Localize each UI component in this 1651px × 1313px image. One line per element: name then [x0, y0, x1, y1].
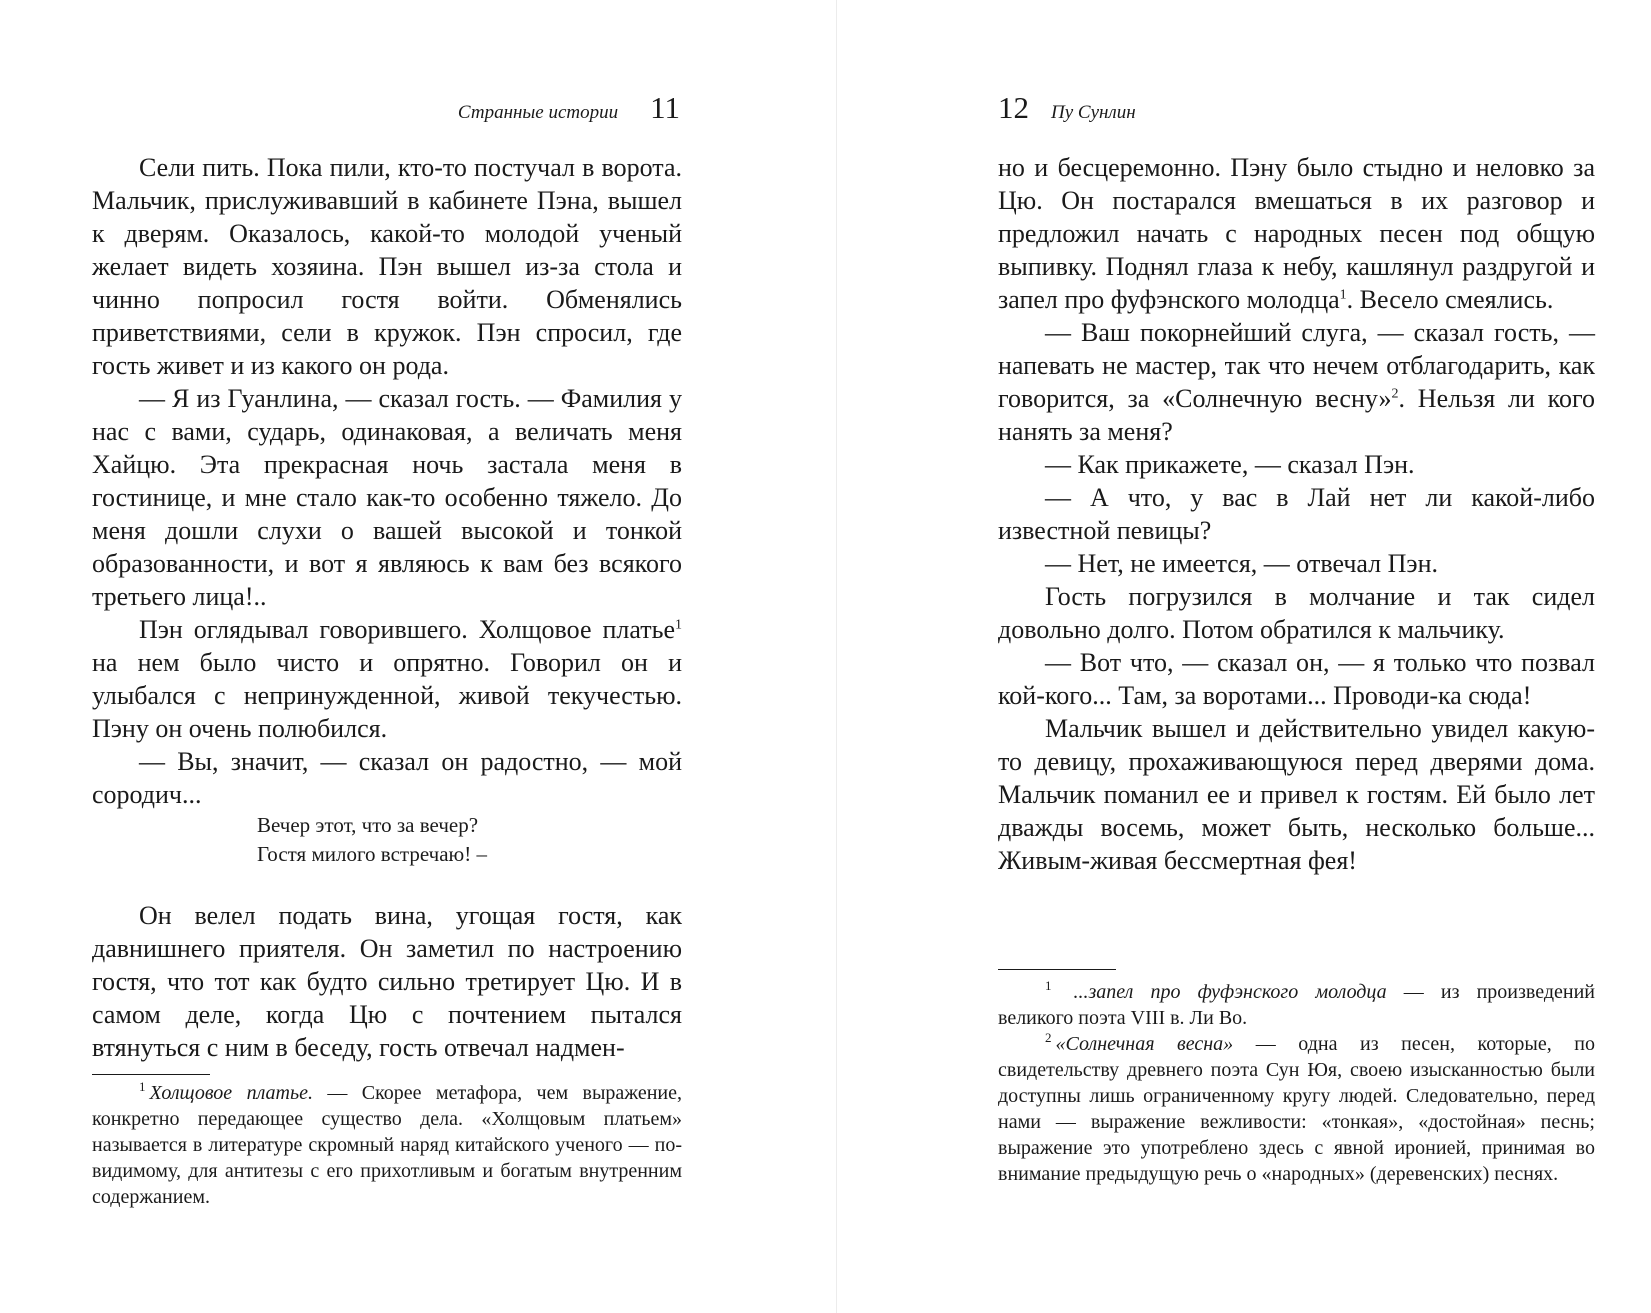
footnotes	[92, 1080, 682, 1210]
footnote-reference[interactable]: 2	[1391, 386, 1399, 402]
footnote-text: — одна из песен, которые, по свидетельству древнего поэта Сун Юя, своею изысканностью были доступны лишь ограниченному кругу людей. Следовательно, перед нами — выражение вежливости: «тонкая», «достойная» песнь; выражение это употреблено здесь с явной иронией, принимая во внимание предыдущую речь о «народных» (деревенских) песнях.	[998, 1033, 1595, 1185]
footnote-term: ...запел про фуфэнского молодца	[1073, 981, 1387, 1003]
paragraph: — А что, у вас в Лай нет ли какой-либо известной певицы?	[998, 483, 1595, 545]
page-number: 11	[650, 90, 680, 125]
left-body-text	[92, 151, 682, 1064]
paragraph-text: на нем было чисто и опрятно. Говорил он и улыбался с непринужденной, живой текучестью. Пэну он очень полюбился.	[92, 648, 682, 743]
footnotes	[998, 979, 1595, 1187]
footnote-term: Холщовое платье.	[149, 1082, 313, 1104]
footnote-mark: 1	[1045, 978, 1052, 994]
paragraph-text: . Весело смеялись.	[1346, 285, 1554, 314]
verse	[257, 811, 682, 869]
paragraph: — Вот что, — сказал он, — я только что позвал кой-кого... Там, за воротами... Проводи-ка сюда!	[998, 648, 1595, 710]
page-number: 12	[998, 90, 1029, 125]
footnote-mark: 2	[1045, 1030, 1052, 1046]
paragraph: — Как прикажете, — сказал Пэн.	[1045, 450, 1415, 479]
page-gutter	[836, 0, 837, 1313]
paragraph-text: Пэн оглядывал говорившего. Холщовое платье	[139, 615, 675, 644]
verse-line: Гостя милого встречаю! –	[257, 842, 487, 866]
left-page	[0, 0, 825, 1313]
footnote-divider	[92, 1074, 210, 1075]
running-title: Странные истории	[457, 102, 619, 123]
paragraph: — Я из Гуанлина, — сказал гость. — Фамилия у нас с вами, сударь, одинаковая, а величать меня Хайцю. Эта прекрасная ночь застала меня в гостинице, и мне стало как-то особенно тяжело. До меня дошли слухи о вашей высокой и тонкой образованности, и вот я являюсь к вам без всякого третьего лица!..	[92, 384, 682, 611]
paragraph: — Нет, не имеется, — отвечал Пэн.	[1045, 549, 1439, 578]
right-page	[838, 0, 1651, 1313]
paragraph: — Вы, значит, — сказал он радостно, — мой сородич...	[92, 747, 682, 809]
footnote-text: — из произведений великого поэта VIII в. Ли Во.	[998, 981, 1595, 1029]
footnote	[998, 1031, 1595, 1187]
paragraph: Мальчик вышел и действительно увидел какую-то девицу, прохаживающуюся перед дверями дома. Мальчик поманил ее и привел к гостям. Ей было лет дважды восемь, может быть, несколько больше... Живым-живая бессмертная фея!	[998, 714, 1595, 875]
paragraph: Гость погрузился в молчание и так сидел довольно долго. Потом обратился к мальчику.	[998, 582, 1595, 644]
right-page-header	[998, 90, 1136, 130]
footnote-divider	[998, 969, 1116, 970]
verse-line: Вечер этот, что за вечер?	[257, 813, 479, 837]
paragraph	[998, 316, 1595, 448]
footnote-text: — Скорее метафора, чем выражение, конкретно передающее существо дела. «Холщовым платьем» называется в литературе скромный наряд китайского ученого — по-видимому, для антитезы с его прихотливым и богатым внутренним содержанием.	[92, 1082, 682, 1208]
right-body-text	[998, 151, 1595, 877]
paragraph: Он велел подать вина, угощая гостя, как давнишнего приятеля. Он заметил по настроению гостя, что тот как будто сильно третирует Цю. И в самом деле, когда Цю с почтением пытался втянуться с ним в беседу, гость отвечал надмен-	[92, 901, 682, 1062]
footnote-reference[interactable]: 1	[675, 617, 682, 633]
running-title: Пу Сунлин	[1051, 102, 1136, 123]
footnote	[92, 1080, 682, 1210]
paragraph-text: . Нельзя ли кого нанять за меня?	[998, 384, 1595, 446]
footnote-term: «Солнечная весна»	[1055, 1033, 1234, 1055]
footnote-reference[interactable]: 1	[1339, 287, 1347, 303]
left-page-header	[458, 90, 680, 130]
paragraph-text: но и бесцеремонно. Пэну было стыдно и неловко за Цю. Он постарался вмешаться в их разговор и предложил начать с народных песен под общую выпивку. Поднял глаза к небу, кашлянул раздругой и запел про фуфэнского молодца	[998, 153, 1595, 314]
paragraph	[92, 613, 682, 745]
footnote-mark: 1	[139, 1079, 146, 1095]
paragraph: Сели пить. Пока пили, кто-то постучал в ворота. Мальчик, прислуживавший в кабинете Пэна, вышел к дверям. Оказалось, какой-то молодой ученый желает видеть хозяина. Пэн вышел из-за стола и чинно попросил гостя войти. Обменялись приветствиями, сели в кружок. Пэн спросил, где гость живет и из какого он рода.	[92, 153, 682, 380]
footnote	[998, 979, 1595, 1031]
paragraph-text: — Ваш покорнейший слуга, — сказал гость, — напевать не мастер, так что нечем отблагодарить, как говорится, за «Солнечную весну»	[998, 318, 1595, 413]
paragraph	[998, 151, 1595, 316]
